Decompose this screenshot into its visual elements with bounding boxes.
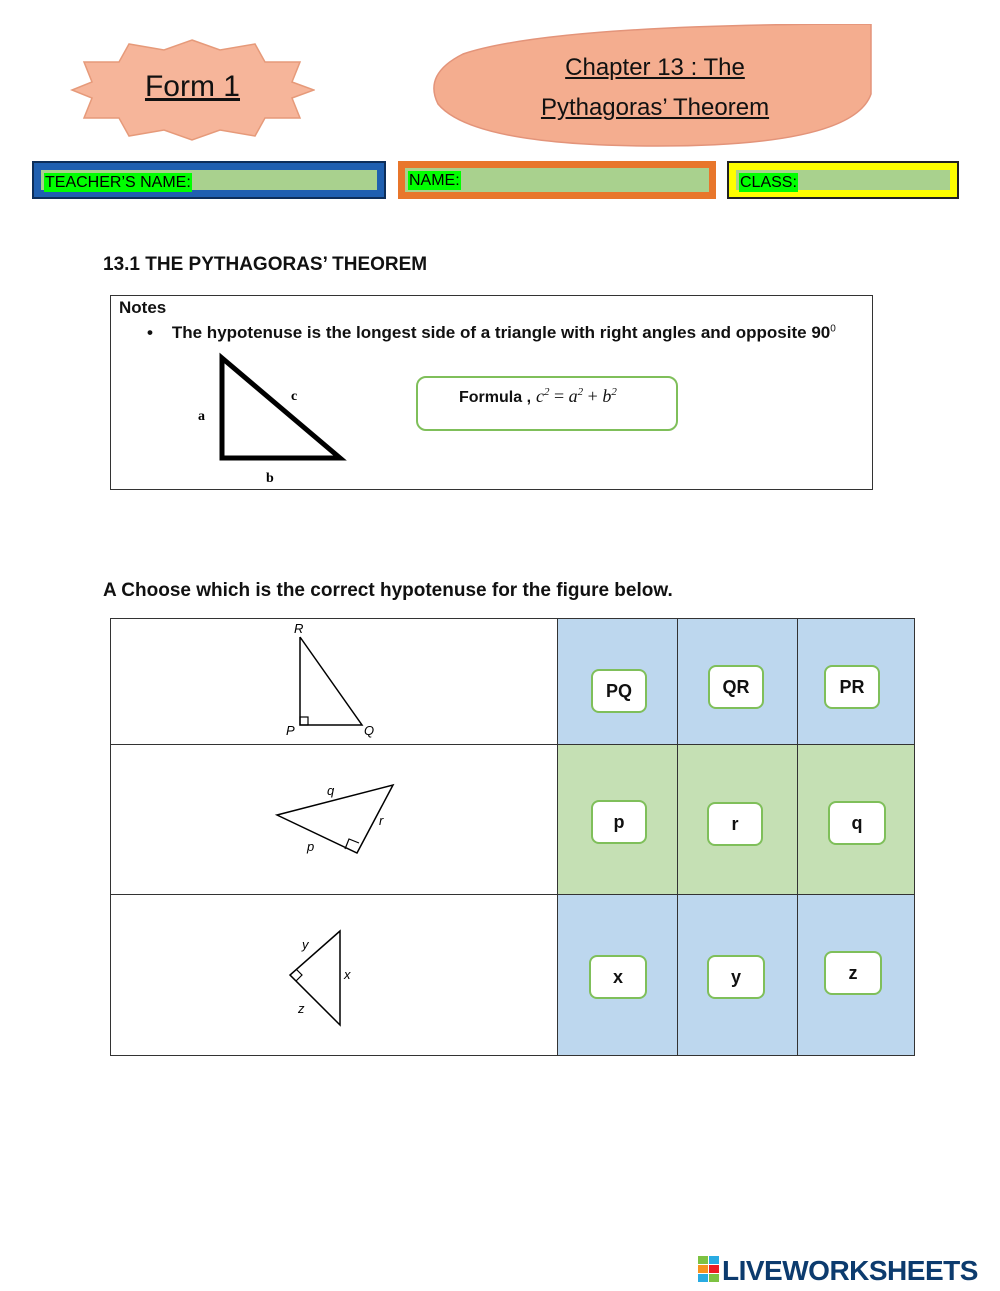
formula-a: a <box>568 386 578 406</box>
label-q: q <box>327 783 335 798</box>
student-name-label: NAME: <box>409 172 460 189</box>
formula-plus: + <box>583 386 603 406</box>
side-c-label: c <box>291 389 298 404</box>
answer-cell <box>798 745 915 895</box>
label-x: x <box>344 967 351 982</box>
formula-exp-c: 2 <box>544 386 550 398</box>
choice-button[interactable]: QR <box>708 665 764 709</box>
figure-cell <box>111 895 558 1056</box>
choice-button[interactable]: x <box>589 955 647 999</box>
answer-cell <box>798 619 915 745</box>
liveworksheets-logo-icon <box>698 1256 720 1284</box>
answer-cell <box>798 895 915 1056</box>
triangle-pqr-figure <box>276 621 396 741</box>
choice-button[interactable]: y <box>707 955 765 999</box>
teacher-name-label: TEACHER’S NAME: <box>45 174 191 191</box>
brand-name: LIVEWORKSHEETS <box>722 1255 978 1286</box>
question-title: A Choose which is the correct hypotenuse for the figure below. <box>103 580 673 601</box>
form-title: Form 1 <box>144 70 240 103</box>
triangle-pqr-lower-figure <box>271 773 411 873</box>
bullet-dot: • <box>147 323 172 342</box>
chapter-title-line1: Chapter 13 : The <box>565 54 745 81</box>
formula-b: b <box>602 386 612 406</box>
formula-equation <box>536 386 617 407</box>
choice-button[interactable]: z <box>824 951 882 995</box>
answer-cell <box>678 895 798 1056</box>
formula-c: c <box>536 386 544 406</box>
choice-button[interactable]: PR <box>824 665 880 709</box>
figure-cell <box>111 619 558 745</box>
answer-cell <box>558 619 678 745</box>
right-triangle-diagram <box>190 340 360 490</box>
label-R: R <box>294 621 304 636</box>
answer-cell <box>678 619 798 745</box>
class-label: CLASS: <box>740 174 797 191</box>
choice-button[interactable]: PQ <box>591 669 647 713</box>
formula-label: Formula , <box>459 389 532 406</box>
bullet-text: The hypotenuse is the longest side of a triangle with right angles and opposite 90 <box>171 323 831 342</box>
label-p: p <box>307 839 315 854</box>
chapter-title <box>470 48 840 128</box>
label-r: r <box>379 813 384 828</box>
class-field[interactable] <box>727 161 959 199</box>
section-title: 13.1 THE PYTHAGORAS’ THEOREM <box>103 254 428 275</box>
side-b-label: b <box>266 471 274 486</box>
answer-cell <box>558 895 678 1056</box>
answer-cell <box>678 745 798 895</box>
teacher-name-field[interactable] <box>32 161 386 199</box>
choice-button[interactable]: q <box>828 801 886 845</box>
formula-exp-b: 2 <box>611 386 617 398</box>
bullet-superscript: 0 <box>830 323 836 335</box>
label-z: z <box>298 1001 305 1016</box>
label-y: y <box>302 937 309 952</box>
table-row <box>111 745 915 895</box>
table-row <box>111 895 915 1056</box>
question-table <box>110 618 915 1056</box>
figure-cell <box>111 745 558 895</box>
table-row <box>111 619 915 745</box>
triangle-xyz-figure <box>276 925 376 1029</box>
chapter-title-line2: Pythagoras’ Theorem <box>540 94 770 121</box>
choice-button[interactable]: r <box>707 802 763 846</box>
side-a-label: a <box>198 409 205 424</box>
formula-equals: = <box>549 386 569 406</box>
label-Q: Q <box>364 723 375 738</box>
label-P: P <box>286 723 295 738</box>
answer-cell <box>558 745 678 895</box>
choice-button[interactable]: p <box>591 800 647 844</box>
notes-label: Notes <box>119 298 167 317</box>
student-name-field[interactable] <box>398 161 716 199</box>
formula-exp-a: 2 <box>577 386 584 398</box>
